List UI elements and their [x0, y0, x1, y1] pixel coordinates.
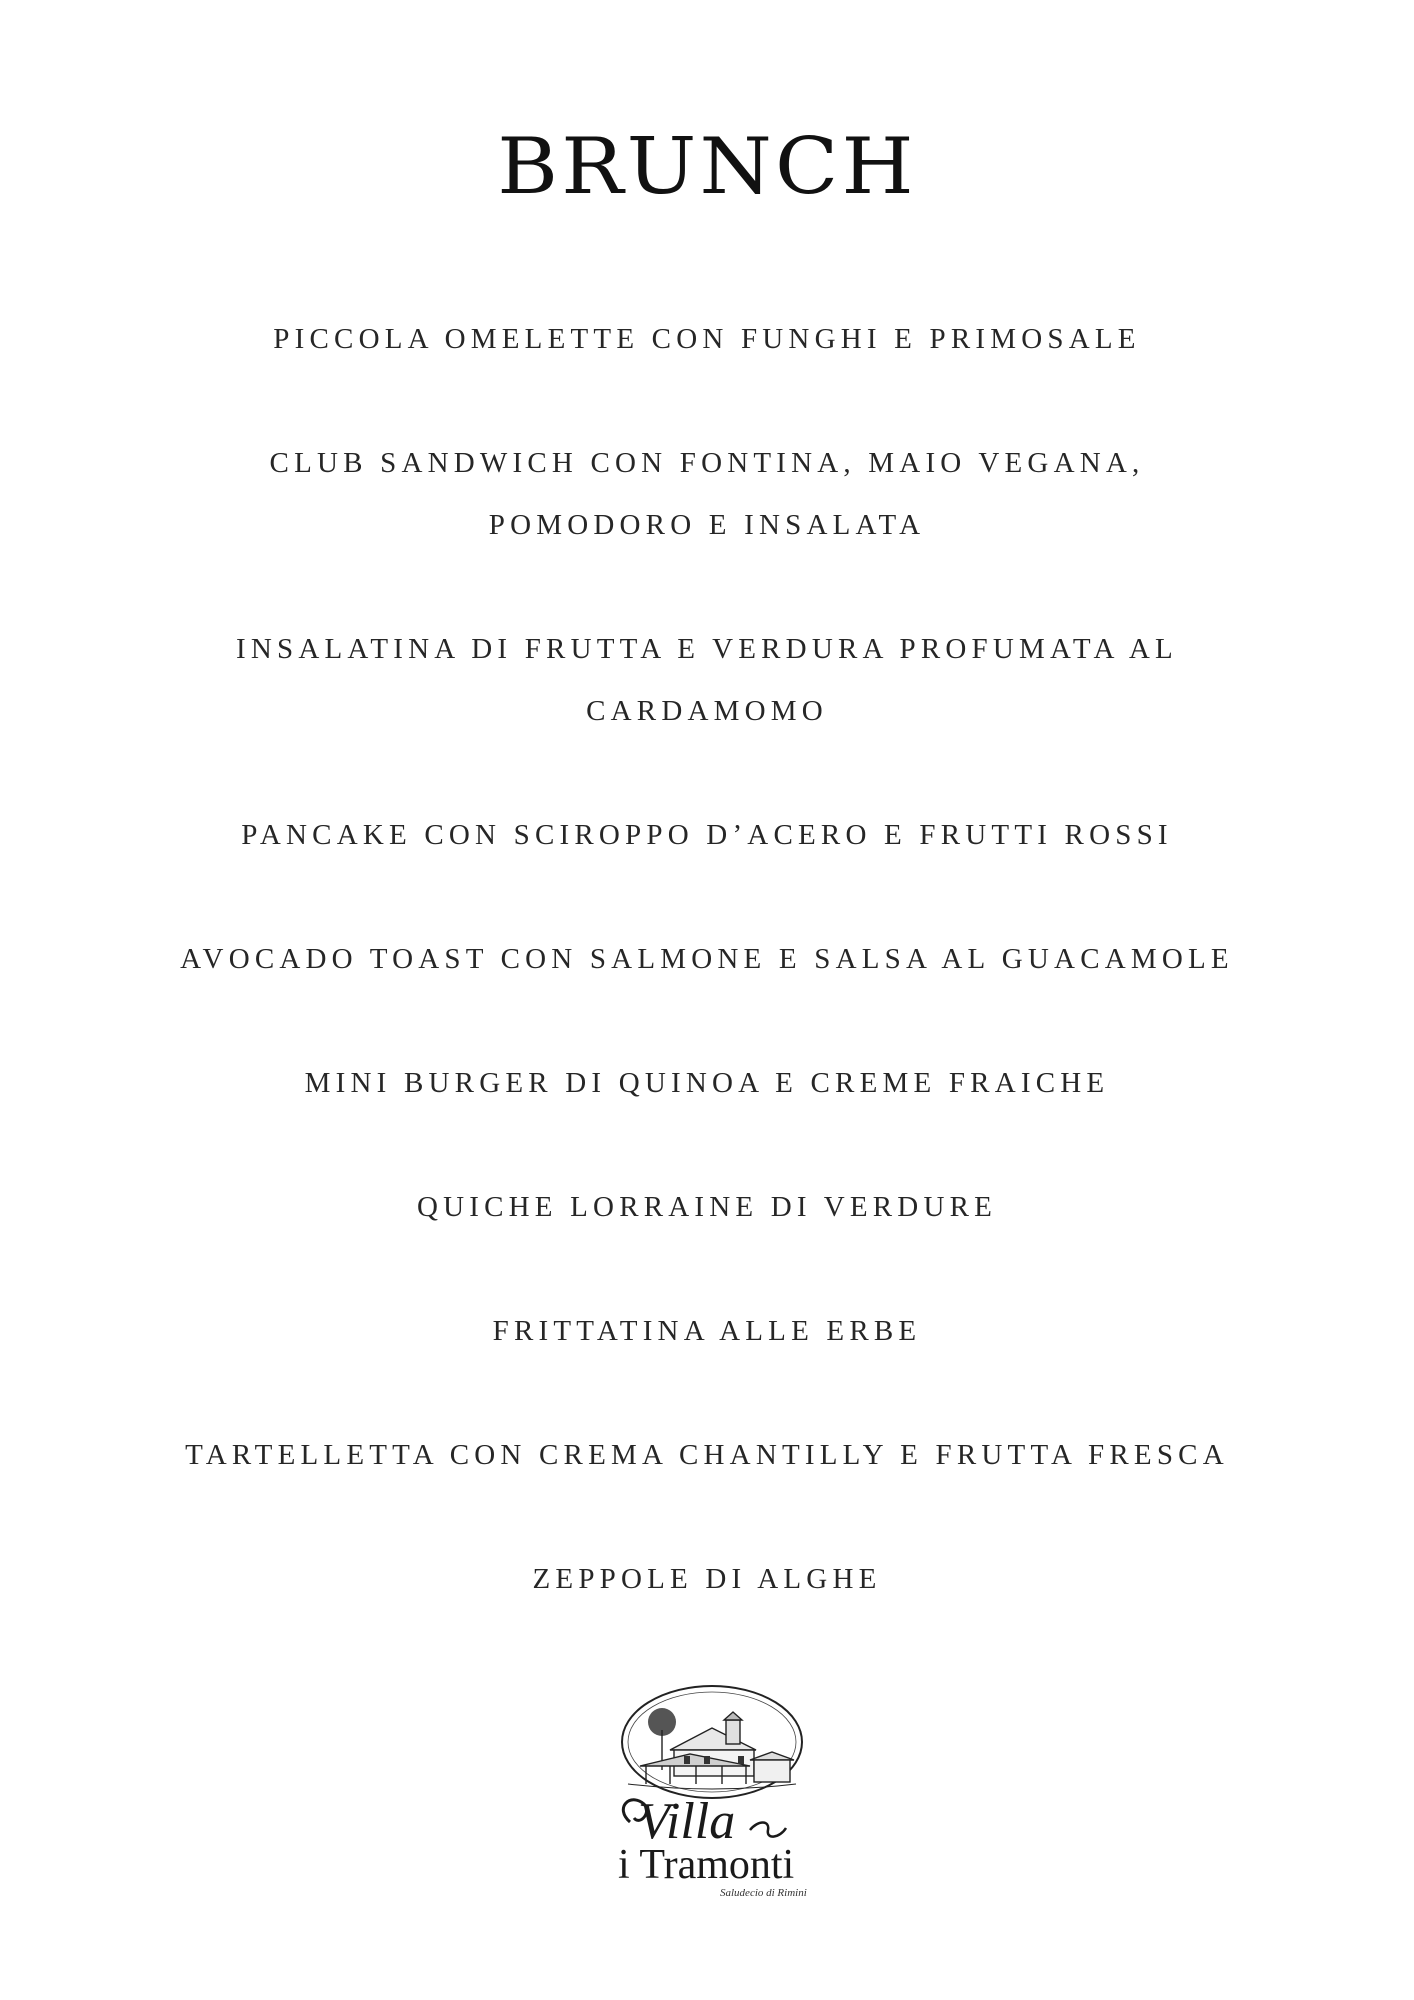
menu-item: QUICHE LORRAINE DI VERDURE — [416, 1191, 998, 1223]
menu-item: MINI BURGER DI QUINOA E CREME FRAICHE — [304, 1067, 1110, 1099]
menu-item: TARTELLETTA CON CREMA CHANTILLY E FRUTTA FRESCA — [185, 1439, 1229, 1471]
menu-item: PICCOLA OMELETTE CON FUNGHI E PRIMOSALE — [273, 323, 1141, 355]
menu-item: INSALATINA DI FRUTTA E VERDURA PROFUMATA AL CARDAMOMO — [236, 633, 1178, 727]
menu-item: CLUB SANDWICH CON FONTINA, MAIO VEGANA, POMODORO E INSALATA — [269, 447, 1145, 541]
menu-item: AVOCADO TOAST CON SALMONE E SALSA AL GUACAMOLE — [180, 943, 1234, 975]
menu-list — [0, 308, 1414, 1610]
villa-i-tramonti-logo — [600, 1680, 824, 1900]
menu-item: FRITTATINA ALLE ERBE — [492, 1315, 922, 1347]
logo-tagline: Saludecio di Rimini — [720, 1887, 807, 1899]
menu-item: PANCAKE CON SCIROPPO D’ACERO E FRUTTI ROSSI — [241, 819, 1173, 851]
logo-flourish-icon — [750, 1823, 786, 1837]
page-title: BRUNCH — [497, 122, 917, 212]
menu-item: ZEPPOLE DI ALGHE — [532, 1563, 882, 1595]
logo-name-line1: Villa — [638, 1793, 736, 1850]
villa-illustration-icon — [628, 1708, 796, 1789]
logo-name-line2: i Tramonti — [618, 1842, 795, 1888]
